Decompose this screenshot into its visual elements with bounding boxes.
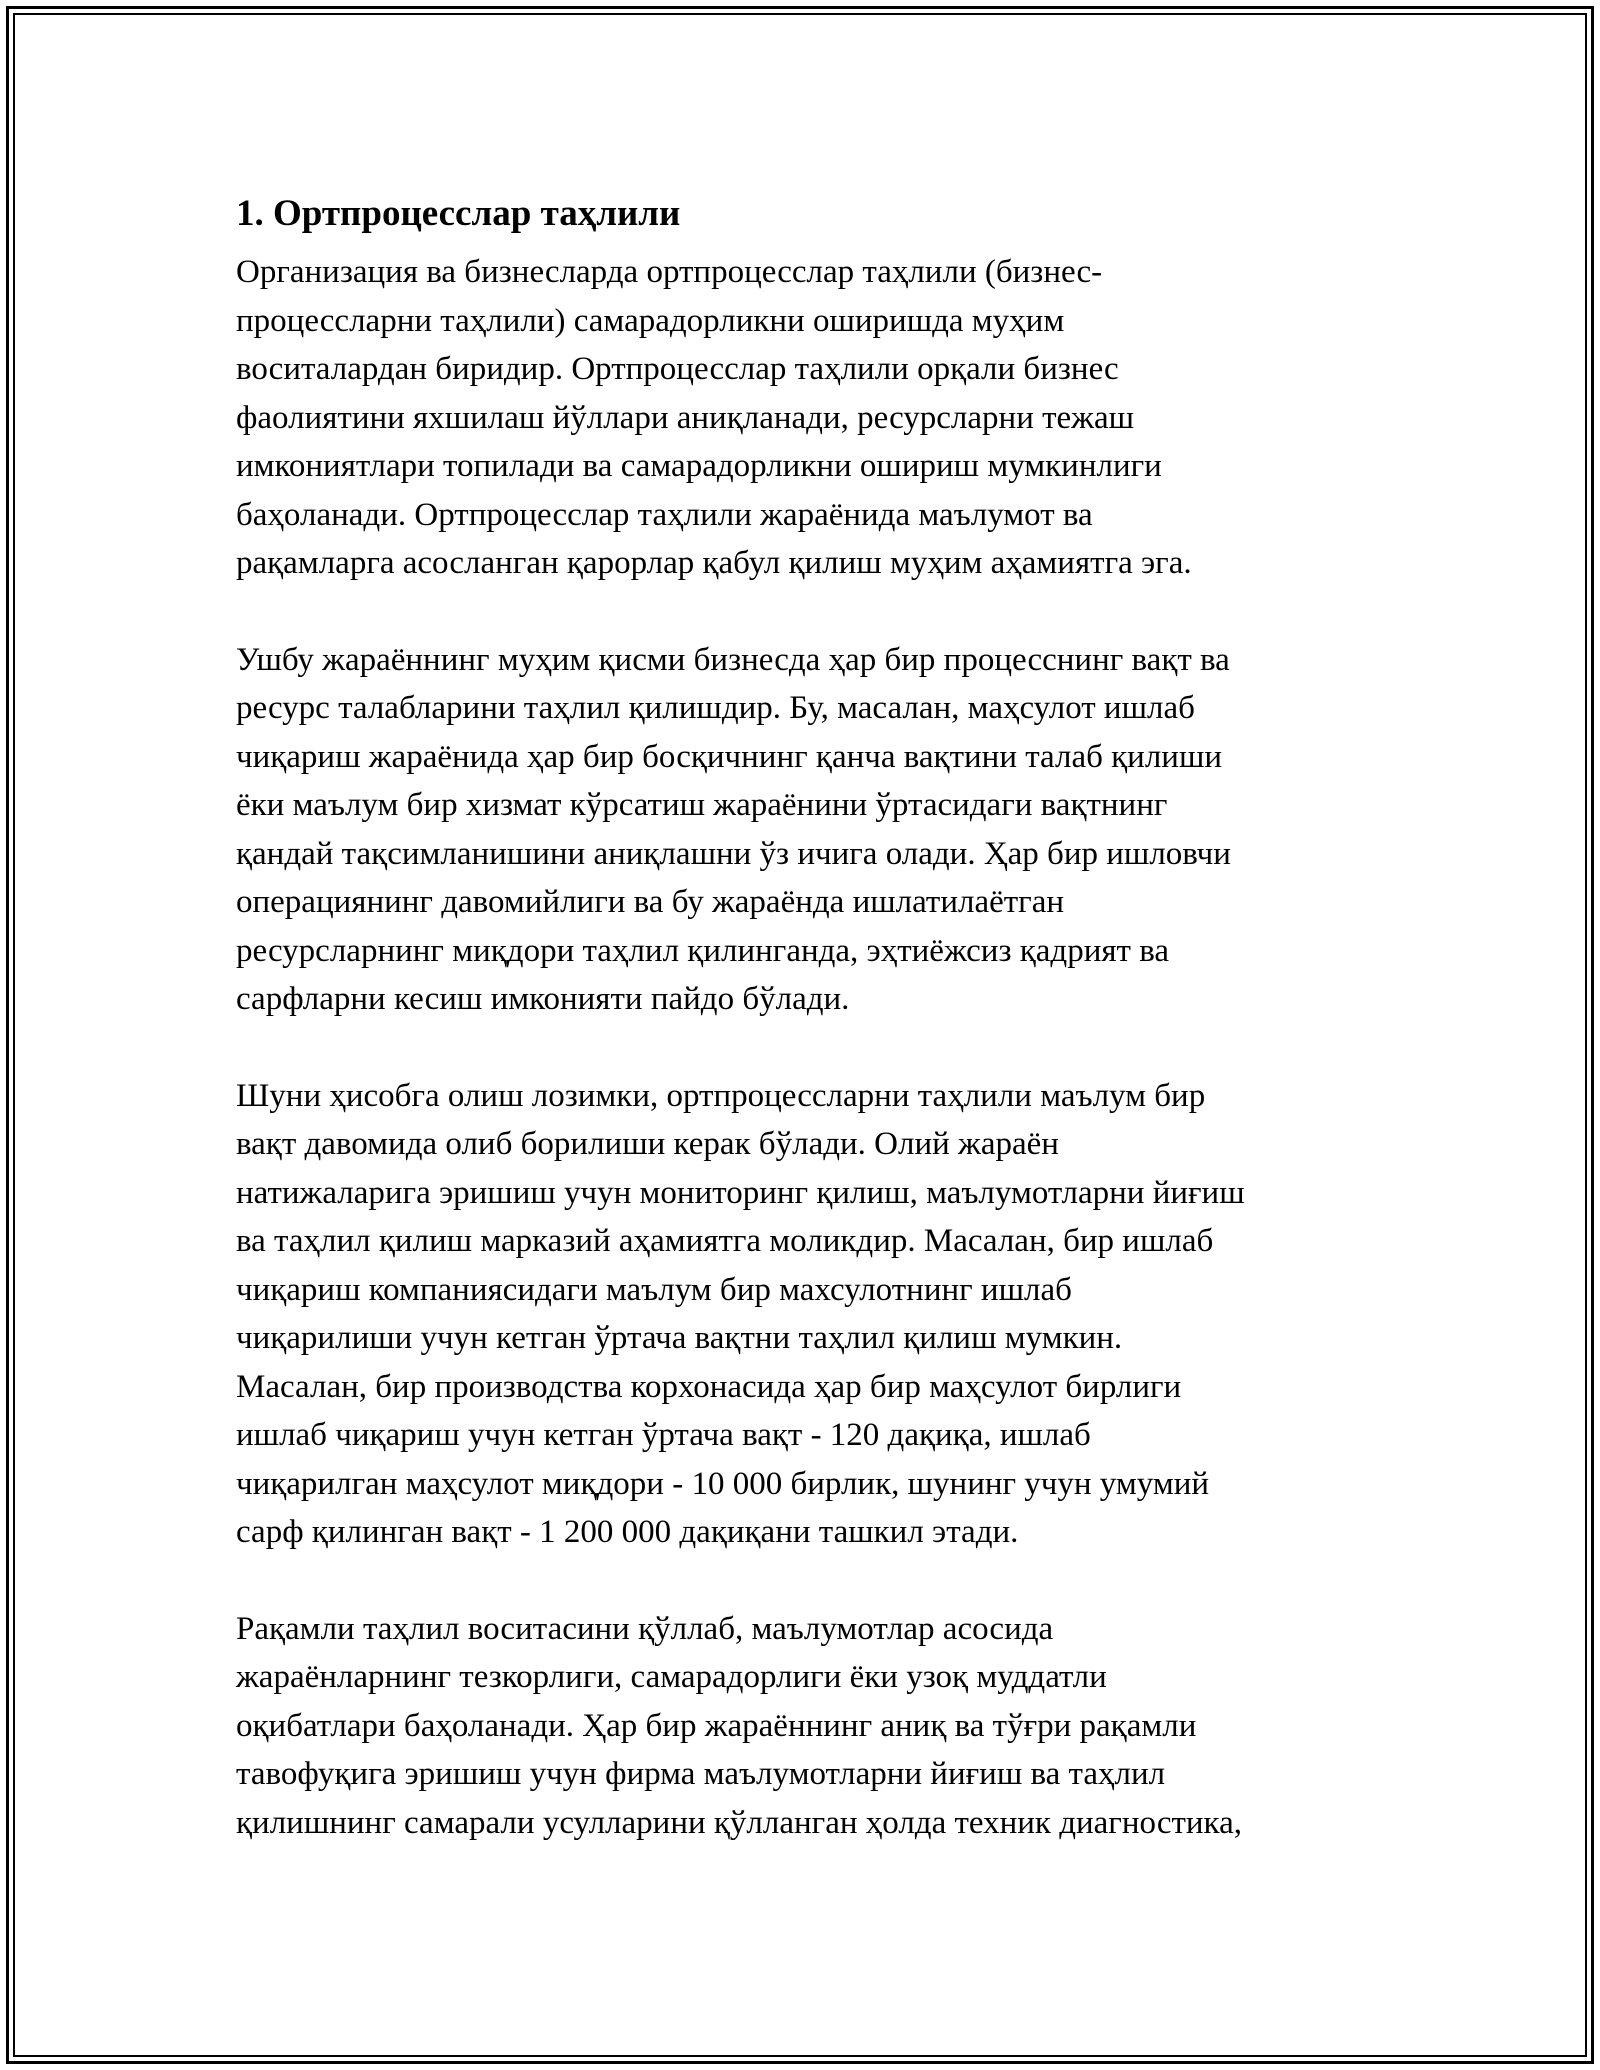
text-line: операциянинг давомийлиги ва бу жараёнда ишлатилаётган: [236, 884, 1065, 920]
paragraph: [236, 1605, 1376, 1848]
text-line: қандай тақсимланишини аниқлашни ўз ичига олади. Ҳар бир ишловчи: [236, 835, 1231, 872]
text-line: фаолиятини яхшилаш йўллари аниқланади, ресурсларни тежаш: [236, 399, 1135, 436]
text-line: сарфларни кесиш имконияти пайдо бўлади.: [236, 981, 850, 1017]
text-line: қилишнинг самарали усулларини қўлланган ҳолда техник диагностика,: [236, 1804, 1242, 1841]
text-line: Ушбу жараённинг муҳим қисми бизнесда ҳар бир процесснинг вақт ва: [236, 641, 1230, 678]
text-line: натижаларига эришиш учун мониторинг қилиш, маълумотларни йиғиш: [236, 1174, 1245, 1211]
paragraph: [236, 636, 1376, 1024]
paragraph: [236, 1072, 1376, 1557]
text-line: сарф қилинган вақт - 1 200 000 дақиқани ташкил этади.: [236, 1514, 1019, 1550]
paragraphs-container: [236, 248, 1376, 1847]
text-line: жараёнларнинг тезкорлиги, самарадорлиги ёки узоқ муддатли: [236, 1659, 1107, 1695]
text-line: оқибатлари баҳоланади. Ҳар бир жараённинг аниқ ва тўғри рақамли: [236, 1707, 1197, 1744]
text-line: Рақамли таҳлил воситасини қўллаб, маълумотлар асосида: [236, 1610, 1054, 1647]
text-line: тавофуқига эришиш учун фирма маълумотларни йиғиш ва таҳлил: [236, 1756, 1166, 1792]
text-line: рақамларга асосланган қарорлар қабул қилиш муҳим аҳамиятга эга.: [236, 545, 1192, 581]
text-line: ёки маълум бир хизмат кўрсатиш жараёнини ўртасидаги вақтнинг: [236, 787, 1168, 823]
text-line: имкониятлари топилади ва самарадорликни ошириш мумкинлиги: [236, 448, 1162, 484]
text-line: воситалардан биридир. Ортпроцесслар таҳлили орқали бизнес: [236, 351, 1119, 387]
text-line: процессларни таҳлили) самарадорликни оширишда муҳим: [236, 302, 1065, 339]
text-line: ва таҳлил қилиш марказий аҳамиятга моликдир. Масалан, бир ишлаб: [236, 1223, 1214, 1259]
text-line: баҳоланади. Ортпроцесслар таҳлили жараёнида маълумот ва: [236, 496, 1093, 533]
text-line: чиқариш компаниясидаги маълум бир махсулотнинг ишлаб: [236, 1271, 1072, 1308]
paragraph: [236, 248, 1376, 588]
text-line: ресурс талабларини таҳлил қилишдир. Бу, масалан, маҳсулот ишлаб: [236, 690, 1195, 726]
section-title: 1. Ортпроцесслар таҳлили: [236, 193, 681, 234]
text-line: чиқариш жараёнида ҳар бир босқичнинг қанча вақтини талаб қилиши: [236, 738, 1223, 775]
text-line: ишлаб чиқариш учун кетган ўртача вақт - 120 дақиқа, ишлаб: [236, 1417, 1091, 1453]
document-body: [236, 180, 1376, 1895]
text-line: Шуни ҳисобга олиш лозимки, ортпроцессларни таҳлили маълум бир: [236, 1077, 1206, 1114]
text-line: чиқарилиши учун кетган ўртача вақтни таҳлил қилиш мумкин.: [236, 1320, 1123, 1356]
text-line: Масалан, бир производства корхонасида ҳар бир маҳсулот бирлиги: [236, 1368, 1182, 1405]
text-line: чиқарилган маҳсулот миқдори - 10 000 бирлик, шунинг учун умумий: [236, 1465, 1210, 1502]
text-line: вақт давомида олиб борилиши керак бўлади. Олий жараён: [236, 1126, 1059, 1162]
text-line: Организация ва бизнесларда ортпроцесслар таҳлили (бизнес-: [236, 254, 1103, 290]
text-line: ресурсларнинг миқдори таҳлил қилинганда, эҳтиёжсиз қадрият ва: [236, 932, 1170, 969]
